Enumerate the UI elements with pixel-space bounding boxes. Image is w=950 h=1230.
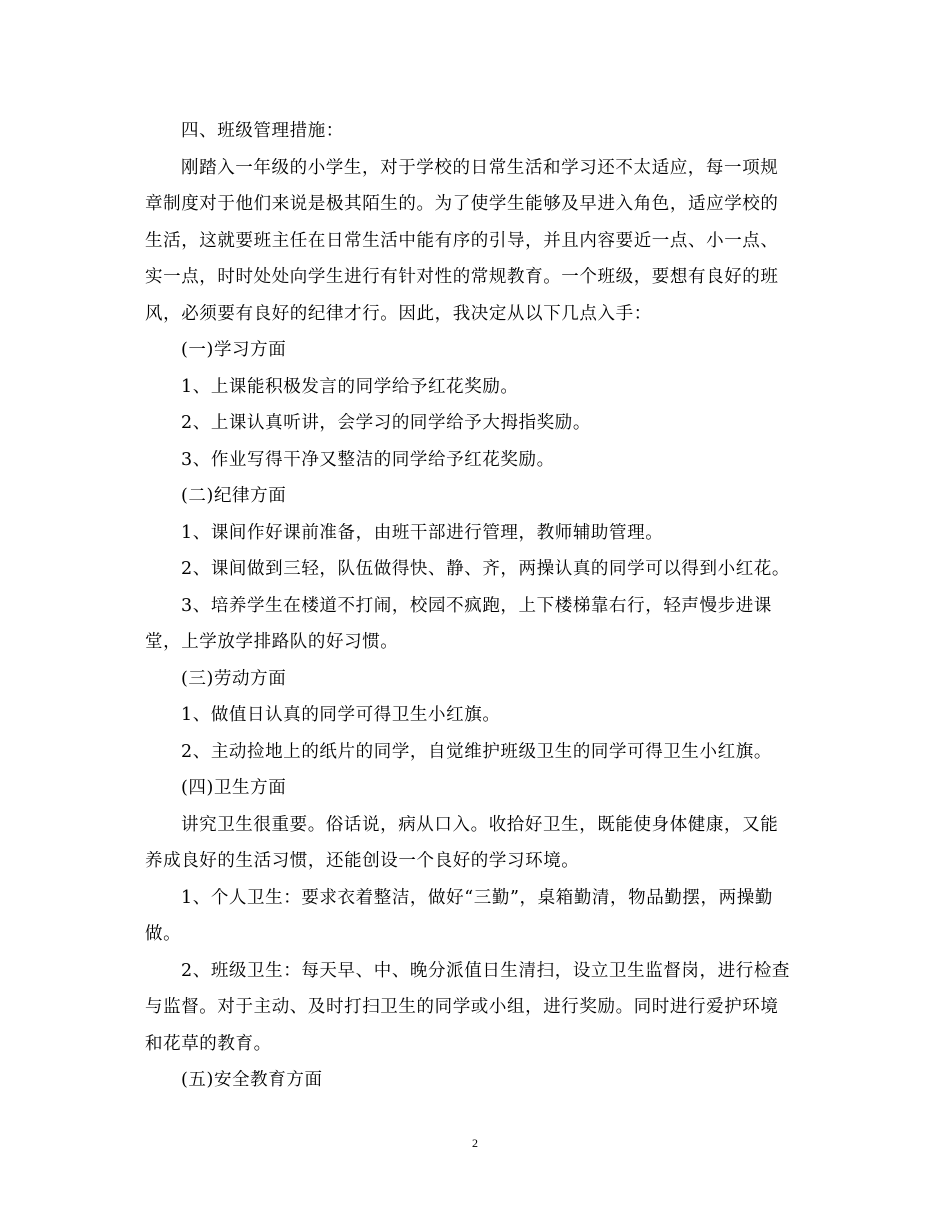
- text-line: 3、作业写得干净又整洁的同学给予红花奖励。: [181, 449, 555, 470]
- text-line: 1、个人卫生：要求衣着整洁，做好“三勤”，桌箱勤清，物品勤摆，两操勤: [181, 887, 773, 908]
- text-line: 和花草的教育。: [145, 1033, 272, 1054]
- text-line: 2、上课认真听讲，会学习的同学给予大拇指奖励。: [181, 413, 591, 433]
- text-line: 1、课间作好课前准备，由班干部进行管理，教师辅助管理。: [181, 522, 664, 543]
- text-line: 刚踏入一年级的小学生，对于学校的日常生活和学习还不太适应，每一项规: [181, 157, 779, 178]
- text-line: 2、课间做到三轻，队伍做得快、静、齐，两操认真的同学可以得到小红花。: [181, 559, 791, 579]
- text-line: 1、做值日认真的同学可得卫生小红旗。: [181, 705, 501, 725]
- text-line: (五)安全教育方面: [181, 1070, 323, 1090]
- text-line: 实一点，时时处处向学生进行有针对性的常规教育。一个班级，要想有良好的班: [145, 267, 779, 287]
- document-body: [145, 113, 807, 1099]
- text-line: 章制度对于他们来说是极其陌生的。为了使学生能够及早进入角色，适应学校的: [145, 194, 779, 214]
- text-line: 生活，这就要班主任在日常生活中能有序的引导，并且内容要近一点、小一点、: [145, 230, 779, 251]
- text-line: 2、主动捡地上的纸片的同学，自觉维护班级卫生的同学可得卫生小红旗。: [181, 741, 772, 762]
- text-line: (三)劳动方面: [181, 668, 287, 689]
- text-line: 2、班级卫生：每天早、中、晚分派值日生清扫，设立卫生监督岗，进行检查: [181, 960, 791, 981]
- text-line: 养成良好的生活习惯，还能创设一个良好的学习环境。: [145, 851, 580, 871]
- text-line: 四、班级管理措施：: [181, 121, 344, 141]
- text-line: (一)学习方面: [181, 340, 287, 360]
- text-line: 3、培养学生在楼道不打闹，校园不疯跑，上下楼梯靠右行，轻声慢步进课: [181, 595, 772, 616]
- text-line: (四)卫生方面: [181, 778, 287, 798]
- text-line: 风，必须要有良好的纪律才行。因此，我决定从以下几点入手：: [145, 303, 652, 324]
- page-number: 2: [472, 1136, 478, 1150]
- text-line: 做。: [145, 924, 182, 944]
- text-line: 1、上课能积极发言的同学给予红花奖励。: [181, 376, 519, 397]
- text-line: (二)纪律方面: [181, 486, 287, 506]
- text-line: 堂，上学放学排路队的好习惯。: [145, 632, 399, 652]
- text-line: 与监督。对于主动、及时打扫卫生的同学或小组，进行奖励。同时进行爱护环境: [145, 997, 779, 1017]
- text-line: 讲究卫生很重要。俗话说，病从口入。收拾好卫生，既能使身体健康，又能: [181, 814, 779, 835]
